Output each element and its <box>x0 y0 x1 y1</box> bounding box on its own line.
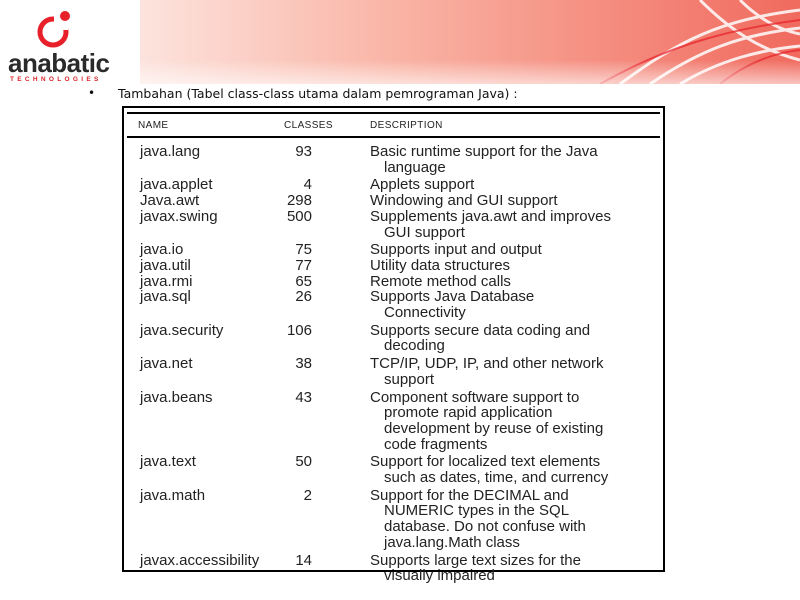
package-name: java.sql <box>140 288 191 306</box>
package-description <box>370 454 650 485</box>
class-count: 500 <box>286 207 312 225</box>
bullet-marker: • <box>88 86 96 100</box>
description-line: decoding <box>384 337 445 355</box>
description-line: Supplements java.awt and improves <box>370 207 611 225</box>
description-line: Supports input and output <box>370 241 542 259</box>
package-name: javax.swing <box>140 207 218 225</box>
description-line: database. Do not confuse with <box>384 518 586 536</box>
logo-tagline: TECHNOLOGIES <box>10 76 102 83</box>
description-line: Windowing and GUI support <box>370 192 558 210</box>
description-line: code fragments <box>384 435 488 453</box>
class-count: 4 <box>303 176 312 194</box>
column-header-classes: CLASSES <box>284 120 333 131</box>
package-description <box>370 193 650 209</box>
column-header-name: NAME <box>138 120 169 131</box>
package-description <box>370 177 650 193</box>
package-name: java.net <box>140 355 193 373</box>
class-count: 50 <box>295 453 312 471</box>
table-header-rule <box>127 136 660 138</box>
package-description <box>370 258 650 274</box>
heading-text: Tambahan (Tabel class-class utama dalam pemrograman Java) : <box>118 86 518 101</box>
class-count: 38 <box>295 355 312 373</box>
class-count: 43 <box>295 388 312 406</box>
package-name: java.beans <box>140 388 213 406</box>
package-description <box>370 390 650 453</box>
class-count: 26 <box>295 288 312 306</box>
package-name: java.applet <box>140 176 213 194</box>
description-line: TCP/IP, UDP, IP, and other network <box>370 355 604 373</box>
class-count: 2 <box>303 486 312 504</box>
package-name: java.rmi <box>140 272 193 290</box>
class-count: 14 <box>295 551 312 569</box>
description-line: Support for the DECIMAL and <box>370 486 569 504</box>
package-name: java.util <box>140 256 191 274</box>
package-name: java.text <box>140 453 196 471</box>
package-description <box>370 289 650 320</box>
description-line: NUMERIC types in the SQL <box>384 502 570 520</box>
java-packages-table <box>122 106 665 585</box>
class-count: 75 <box>295 241 312 259</box>
description-line: Basic runtime support for the Java <box>370 143 598 160</box>
description-line: Supports Java Database <box>370 288 535 306</box>
package-description <box>370 274 650 290</box>
description-line: development by reuse of existing <box>384 419 604 437</box>
description-line: language <box>384 158 446 176</box>
description-line: promote rapid application <box>384 404 553 422</box>
class-count: 77 <box>295 256 312 274</box>
logo-wordmark: anabatic <box>8 48 110 78</box>
class-count: 106 <box>286 321 312 339</box>
package-description <box>370 144 650 175</box>
package-name: javax.accessibility <box>140 551 260 569</box>
package-description <box>370 356 650 387</box>
description-line: support <box>384 370 435 388</box>
description-line: GUI support <box>384 223 465 241</box>
description-line: Support for localized text elements <box>370 453 601 471</box>
package-description <box>370 242 650 258</box>
package-description <box>370 209 650 240</box>
class-count: 298 <box>286 192 312 210</box>
class-count: 93 <box>295 143 312 160</box>
description-line: such as dates, time, and currency <box>384 469 609 486</box>
description-line: visually impaired <box>384 567 495 585</box>
package-description <box>370 323 650 354</box>
column-header-description: DESCRIPTION <box>370 120 443 131</box>
class-count: 65 <box>295 272 312 290</box>
package-name: Java.awt <box>140 192 200 210</box>
package-description <box>370 488 650 551</box>
description-line: Remote method calls <box>370 272 511 290</box>
package-description <box>370 553 650 584</box>
table-top-rule <box>127 112 660 114</box>
package-name: java.io <box>140 241 184 259</box>
logo-mark-icon <box>32 8 72 48</box>
description-line: Connectivity <box>384 304 466 321</box>
description-line: Component software support to <box>370 388 580 406</box>
package-name: java.security <box>140 321 224 339</box>
description-line: Supports large text sizes for the <box>370 551 581 569</box>
anabatic-logo <box>6 8 124 82</box>
description-line: Applets support <box>370 176 475 194</box>
description-line: Utility data structures <box>370 256 511 274</box>
package-name: java.math <box>140 486 206 504</box>
package-name: java.lang <box>140 143 201 160</box>
description-line: java.lang.Math class <box>384 533 520 551</box>
description-line: Supports secure data coding and <box>370 321 591 339</box>
